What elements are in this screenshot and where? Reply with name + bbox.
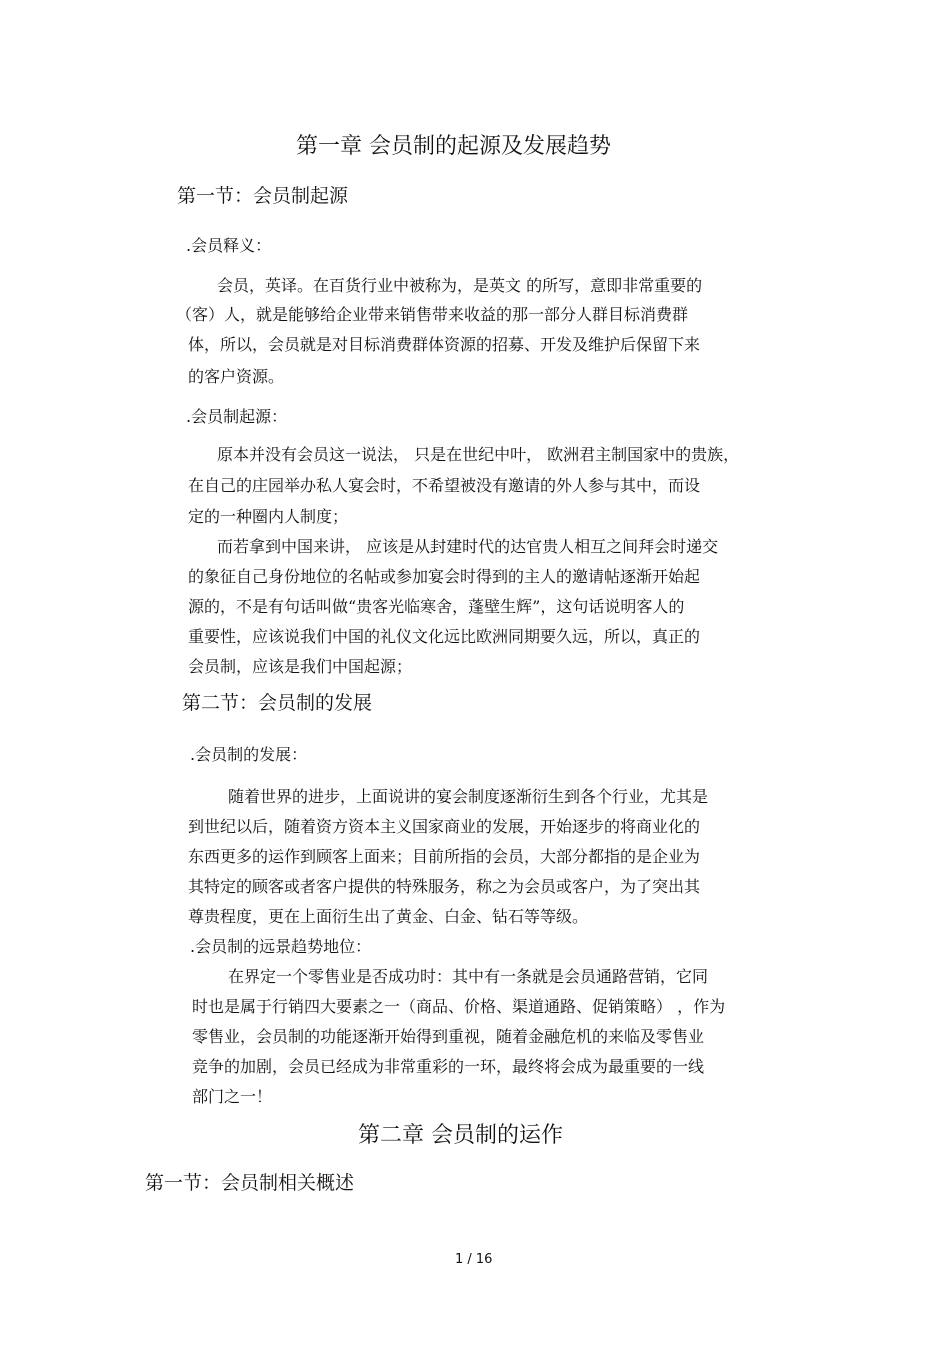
- paragraph-line: 到世纪以后，随着资方资本主义国家商业的发展，开始逐步的将商业化的: [188, 817, 701, 836]
- subheading-membership-origin: .会员制起源：: [186, 407, 288, 426]
- paragraph-line: 会员制，应该是我们中国起源；: [188, 657, 413, 676]
- chapter-2-section-1-title: 第一节：会员制相关概述: [145, 1172, 355, 1194]
- paragraph-line: 定的一种圈内人制度；: [188, 507, 349, 526]
- section-1-title: 第一节：会员制起源: [177, 185, 349, 207]
- paragraph-line: 源的，不是有句话叫做“贵客光临寒舍，蓬壁生辉”，这句话说明客人的: [188, 597, 685, 616]
- paragraph-line: 的象征自己身份地位的名帖或参加宴会时得到的主人的邀请帖逐渐开始起: [188, 567, 701, 586]
- paragraph-line: 而若拿到中国来讲， 应该是从封建时代的达官贵人相互之间拜会时递交: [217, 537, 719, 556]
- paragraph-line: 原本并没有会员这一说法， 只是在世纪中叶， 欧洲君主制国家中的贵族，: [217, 445, 740, 464]
- paragraph-line: 体，所以，会员就是对目标消费群体资源的招募、开发及维护后保留下来: [188, 335, 701, 354]
- chapter-1-title: 第一章 会员制的起源及发展趋势: [296, 134, 611, 159]
- subheading-member-definition: .会员释义：: [186, 236, 272, 255]
- paragraph-line: 在界定一个零售业是否成功时：其中有一条就是会员通路营销，它同: [228, 967, 709, 986]
- paragraph-line: 随着世界的进步，上面说讲的宴会制度逐渐衍生到各个行业，尤其是: [228, 787, 709, 806]
- paragraph-line: 其特定的顾客或者客户提供的特殊服务，称之为会员或客户，为了突出其: [188, 877, 701, 896]
- paragraph-line: 东西更多的运作到顾客上面来；目前所指的会员，大部分都指的是企业为: [188, 847, 701, 866]
- paragraph-line: 的客户资源。: [188, 367, 285, 386]
- paragraph-line: 重要性，应该说我们中国的礼仪文化远比欧洲同期要久远，所以，真正的: [188, 627, 701, 646]
- paragraph-line: 尊贵程度，更在上面衍生出了黄金、白金、钻石等等级。: [188, 907, 589, 926]
- chapter-2-title: 第二章 会员制的运作: [358, 1123, 563, 1148]
- page-number: 1 / 16: [455, 1252, 493, 1267]
- paragraph-line: 会员，英译。在百货行业中被称为，是英文 的所写，意即非常重要的: [217, 276, 703, 295]
- section-2-title: 第二节：会员制的发展: [182, 692, 373, 714]
- paragraph-line: 部门之一！: [192, 1087, 273, 1106]
- subheading-membership-outlook: .会员制的远景趋势地位：: [190, 937, 372, 956]
- paragraph-line: 零售业，会员制的功能逐渐开始得到重视，随着金融危机的来临及零售业: [192, 1027, 705, 1046]
- paragraph-line: 在自己的庄园举办私人宴会时，不希望被没有邀请的外人参与其中，而设: [188, 476, 701, 495]
- subheading-membership-development: .会员制的发展：: [190, 745, 308, 764]
- paragraph-line: 时也是属于行销四大要素之一（商品、价格、渠道通路、促销策略） ，作为: [192, 997, 726, 1016]
- paragraph-line: 竞争的加剧，会员已经成为非常重彩的一环，最终将会成为最重要的一线: [192, 1057, 705, 1076]
- paragraph-line: （客）人，就是能够给企业带来销售带来收益的那一部分人群目标消费群: [176, 305, 689, 324]
